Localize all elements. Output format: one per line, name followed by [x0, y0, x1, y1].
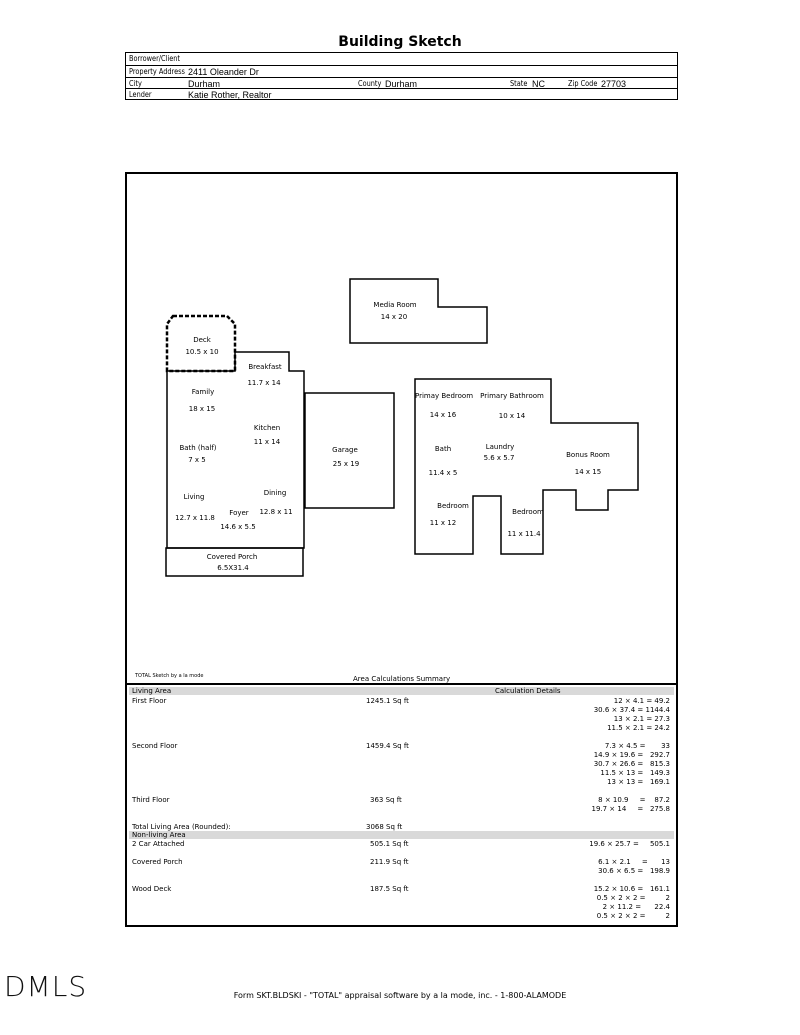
deck-area-value: 187.5 Sq ft — [370, 885, 409, 893]
lender-value: Katie Rother, Realtor — [188, 90, 272, 100]
address-value: 2411 Oleander Dr — [188, 67, 259, 77]
lender-row — [126, 88, 677, 101]
third-floor-details: 8 × 10.9 = 87.2 19.7 × 14 = 275.8 — [591, 796, 670, 813]
borrower-row — [126, 53, 677, 65]
dmls-logo: DMLS — [4, 970, 88, 1003]
second-floor-label: Second Floor — [132, 742, 178, 750]
county-label: County — [358, 79, 382, 88]
living-name: Living — [183, 493, 205, 501]
garage-name: Garage — [332, 446, 358, 454]
city-label: City — [129, 79, 142, 88]
porch-area-value: 211.9 Sq ft — [370, 858, 409, 866]
summary-divider — [127, 683, 676, 685]
dining-name: Dining — [263, 489, 287, 497]
property-header-table — [125, 52, 678, 100]
foyer-dim: 14.6 x 5.5 — [220, 523, 256, 531]
sketch-frame — [125, 172, 678, 927]
room-labels — [175, 301, 610, 572]
primary-bathroom-name: Primary Bathroom — [480, 392, 544, 400]
sketch-credit: TOTAL Sketch by a la mode — [135, 673, 204, 679]
first-floor-details: 12 × 4.1 = 49.2 30.6 × 37.4 = 1144.4 13 × 2.1 = 27.3 11.5 × 2.1 = 24.2 — [593, 697, 670, 732]
living-area-heading: Living Area — [132, 687, 172, 695]
floor-plan — [127, 174, 676, 684]
garage-area-details: 19.6 × 25.7 = 505.1 — [589, 840, 670, 848]
garage-area-label: 2 Car Attached — [132, 840, 185, 848]
zip-value: 27703 — [601, 79, 627, 89]
kitchen-name: Kitchen — [253, 424, 281, 432]
media-room-dim: 14 x 20 — [380, 313, 408, 321]
primary-bedroom-dim: 14 x 16 — [429, 411, 457, 419]
city-value: Durham — [188, 79, 221, 89]
borrower-label: Borrower/Client — [129, 54, 180, 63]
bedroom-2-name: Bedroom — [512, 508, 544, 516]
form-footer: Form SKT.BLDSKI - "TOTAL" appraisal software by a la mode, inc. - 1-800-ALAMODE — [233, 991, 567, 1000]
state-value: NC — [532, 79, 545, 89]
primary-bedroom-name: Primay Bedroom — [414, 392, 474, 400]
page-title: Building Sketch — [338, 34, 462, 50]
living-area-band — [129, 687, 674, 695]
calc-details-heading: Calculation Details — [495, 687, 561, 695]
total-living-area: 3068 Sq ft — [366, 823, 403, 831]
deck-area-label: Wood Deck — [132, 885, 172, 893]
second-floor-details: 7.3 × 4.5 = 33 14.9 × 19.6 = 292.7 30.7 × 26.6 = 815.3 11.5 × 13 = 149.3 13 × 13 = 169.1 — [593, 742, 670, 786]
bonus-room-name: Bonus Room — [566, 451, 610, 459]
porch-name: Covered Porch — [206, 553, 258, 561]
state-label: State — [510, 79, 528, 88]
deck-name: Deck — [193, 336, 211, 344]
deck-area-details: 15.2 × 10.6 = 161.1 0.5 × 2 × 2 = 2 2 × 11.2 = 22.4 0.5 × 2 × 2 = 2 — [593, 885, 670, 920]
bath-half-dim: 7 x 5 — [188, 456, 206, 464]
laundry-dim: 5.6 x 5.7 — [483, 454, 515, 462]
bedroom-1-dim: 11 x 12 — [429, 519, 457, 527]
garage-dim: 25 x 19 — [332, 460, 360, 468]
deck-dim: 10.5 x 10 — [185, 348, 219, 356]
lender-label: Lender — [129, 90, 152, 99]
total-living-label: Total Living Area (Rounded): — [132, 823, 231, 831]
porch-area-label: Covered Porch — [132, 858, 183, 866]
family-dim: 18 x 15 — [188, 405, 216, 413]
breakfast-dim: 11.7 x 14 — [247, 379, 281, 387]
bedroom-2-dim: 11 x 11.4 — [507, 530, 541, 538]
bonus-room-dim: 14 x 15 — [574, 468, 602, 476]
zip-label: Zip Code — [568, 79, 598, 88]
bath-half-name: Bath (half) — [179, 444, 217, 452]
family-name: Family — [191, 388, 215, 396]
third-floor-label: Third Floor — [132, 796, 170, 804]
porch-dim: 6.5X31.4 — [217, 564, 249, 572]
garage-area-value: 505.1 Sq ft — [370, 840, 409, 848]
primary-bathroom-dim: 10 x 14 — [498, 412, 526, 420]
bath-dim: 11.4 x 5 — [428, 469, 458, 477]
non-living-heading: Non-living Area — [132, 831, 186, 839]
address-label: Property Address — [129, 67, 185, 76]
third-floor-area: 363 Sq ft — [370, 796, 402, 804]
bedroom-1-name: Bedroom — [437, 502, 469, 510]
breakfast-name: Breakfast — [248, 363, 282, 371]
summary-title: Area Calculations Summary — [353, 675, 451, 683]
non-living-band — [129, 831, 674, 839]
first-floor-label: First Floor — [132, 697, 167, 705]
bath-name: Bath — [434, 445, 452, 453]
kitchen-dim: 11 x 14 — [253, 438, 281, 446]
dining-dim: 12.8 x 11 — [259, 508, 293, 516]
living-dim: 12.7 x 11.8 — [175, 514, 215, 522]
media-room-name: Media Room — [373, 301, 417, 309]
foyer-name: Foyer — [229, 509, 249, 517]
second-floor-area: 1459.4 Sq ft — [366, 742, 409, 750]
laundry-name: Laundry — [485, 443, 515, 451]
county-value: Durham — [385, 79, 418, 89]
first-floor-area: 1245.1 Sq ft — [366, 697, 409, 705]
second-floor-outline — [415, 379, 638, 554]
porch-area-details: 6.1 × 2.1 = 13 30.6 × 6.5 = 198.9 — [598, 858, 670, 875]
media-room-outline — [350, 279, 487, 343]
